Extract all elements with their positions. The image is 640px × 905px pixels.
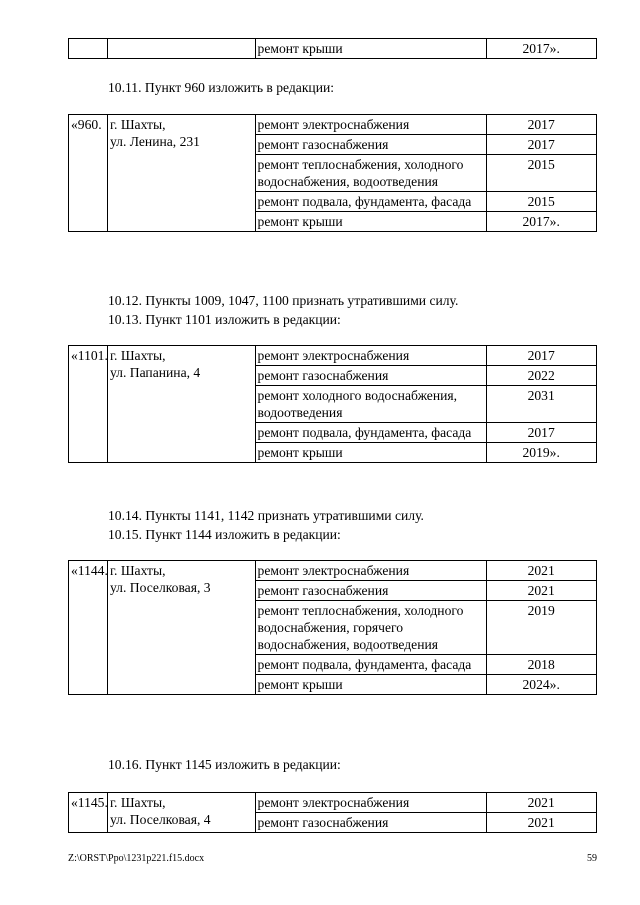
address-cell	[107, 39, 255, 59]
work-cell: ремонт подвала, фундамента, фасада	[255, 192, 487, 212]
address-street: ул. Поселковая, 4	[109, 812, 211, 827]
address-city: г. Шахты,	[109, 117, 166, 132]
paragraph-10-15: 10.15. Пункт 1144 изложить в редакции:	[108, 527, 341, 542]
work-cell: ремонт крыши	[255, 39, 487, 59]
num-cell	[69, 39, 108, 59]
paragraph-10-14: 10.14. Пункты 1141, 1142 признать утратившими силу.	[108, 508, 424, 523]
address-cell	[107, 793, 255, 833]
year-cell: 2019».	[487, 443, 597, 463]
table-row	[69, 561, 597, 581]
work-cell: ремонт электроснабжения	[255, 561, 487, 581]
paragraph-10-13: 10.13. Пункт 1101 изложить в редакции:	[108, 312, 341, 327]
year-cell: 2019	[487, 601, 597, 655]
work-cell: ремонт подвала, фундамента, фасада	[255, 655, 487, 675]
work-cell: ремонт электроснабжения	[255, 115, 487, 135]
work-cell: ремонт крыши	[255, 675, 487, 695]
year-cell: 2017	[487, 346, 597, 366]
year-cell: 2017».	[487, 39, 597, 59]
work-cell: ремонт теплоснабжения, холодного водоснабжения, горячего водоснабжения, водоотведения	[255, 601, 487, 655]
address-cell	[107, 346, 255, 463]
item-number: «1101.	[69, 346, 108, 463]
year-cell: 2021	[487, 793, 597, 813]
year-cell: 2017	[487, 423, 597, 443]
work-cell: ремонт газоснабжения	[255, 135, 487, 155]
year-cell: 2018	[487, 655, 597, 675]
work-cell: ремонт газоснабжения	[255, 813, 487, 833]
address-cell	[107, 561, 255, 695]
year-cell: 2031	[487, 386, 597, 423]
table-item-960	[68, 114, 597, 232]
table-row	[69, 793, 597, 813]
year-cell: 2021	[487, 581, 597, 601]
address-city: г. Шахты,	[109, 348, 166, 363]
footer-page-number: 59	[587, 853, 597, 864]
year-cell: 2015	[487, 155, 597, 192]
work-cell: ремонт теплоснабжения, холодного водоснабжения, водоотведения	[255, 155, 487, 192]
work-cell: ремонт подвала, фундамента, фасада	[255, 423, 487, 443]
table-item-1144	[68, 560, 597, 695]
address-street: ул. Ленина, 231	[109, 134, 200, 149]
year-cell: 2024».	[487, 675, 597, 695]
table-item-1101	[68, 345, 597, 463]
year-cell: 2021	[487, 561, 597, 581]
year-cell: 2021	[487, 813, 597, 833]
table-item-1145	[68, 792, 597, 833]
address-cell	[107, 115, 255, 232]
table-row	[69, 346, 597, 366]
item-number: «1144.	[69, 561, 108, 695]
address-street: ул. Папанина, 4	[109, 365, 201, 380]
address-city: г. Шахты,	[109, 795, 166, 810]
paragraph-10-16: 10.16. Пункт 1145 изложить в редакции:	[108, 757, 341, 772]
paragraph-10-11: 10.11. Пункт 960 изложить в редакции:	[108, 80, 335, 95]
work-cell: ремонт крыши	[255, 443, 487, 463]
footer-file-path: Z:\ORST\Ppo\1231p221.f15.docx	[68, 853, 205, 864]
year-cell: 2017».	[487, 212, 597, 232]
year-cell: 2022	[487, 366, 597, 386]
year-cell: 2017	[487, 135, 597, 155]
work-cell: ремонт газоснабжения	[255, 581, 487, 601]
work-cell: ремонт электроснабжения	[255, 793, 487, 813]
address-street: ул. Поселковая, 3	[109, 580, 211, 595]
table-row	[69, 39, 597, 59]
paragraph-10-12: 10.12. Пункты 1009, 1047, 1100 признать утратившими силу.	[108, 293, 459, 308]
work-cell: ремонт крыши	[255, 212, 487, 232]
table-row	[69, 115, 597, 135]
address-city: г. Шахты,	[109, 563, 166, 578]
item-number: «960.	[69, 115, 108, 232]
work-cell: ремонт электроснабжения	[255, 346, 487, 366]
work-cell: ремонт газоснабжения	[255, 366, 487, 386]
work-cell: ремонт холодного водоснабжения, водоотведения	[255, 386, 487, 423]
item-number: «1145.	[69, 793, 108, 833]
year-cell: 2017	[487, 115, 597, 135]
table-continuation	[68, 38, 597, 59]
year-cell: 2015	[487, 192, 597, 212]
